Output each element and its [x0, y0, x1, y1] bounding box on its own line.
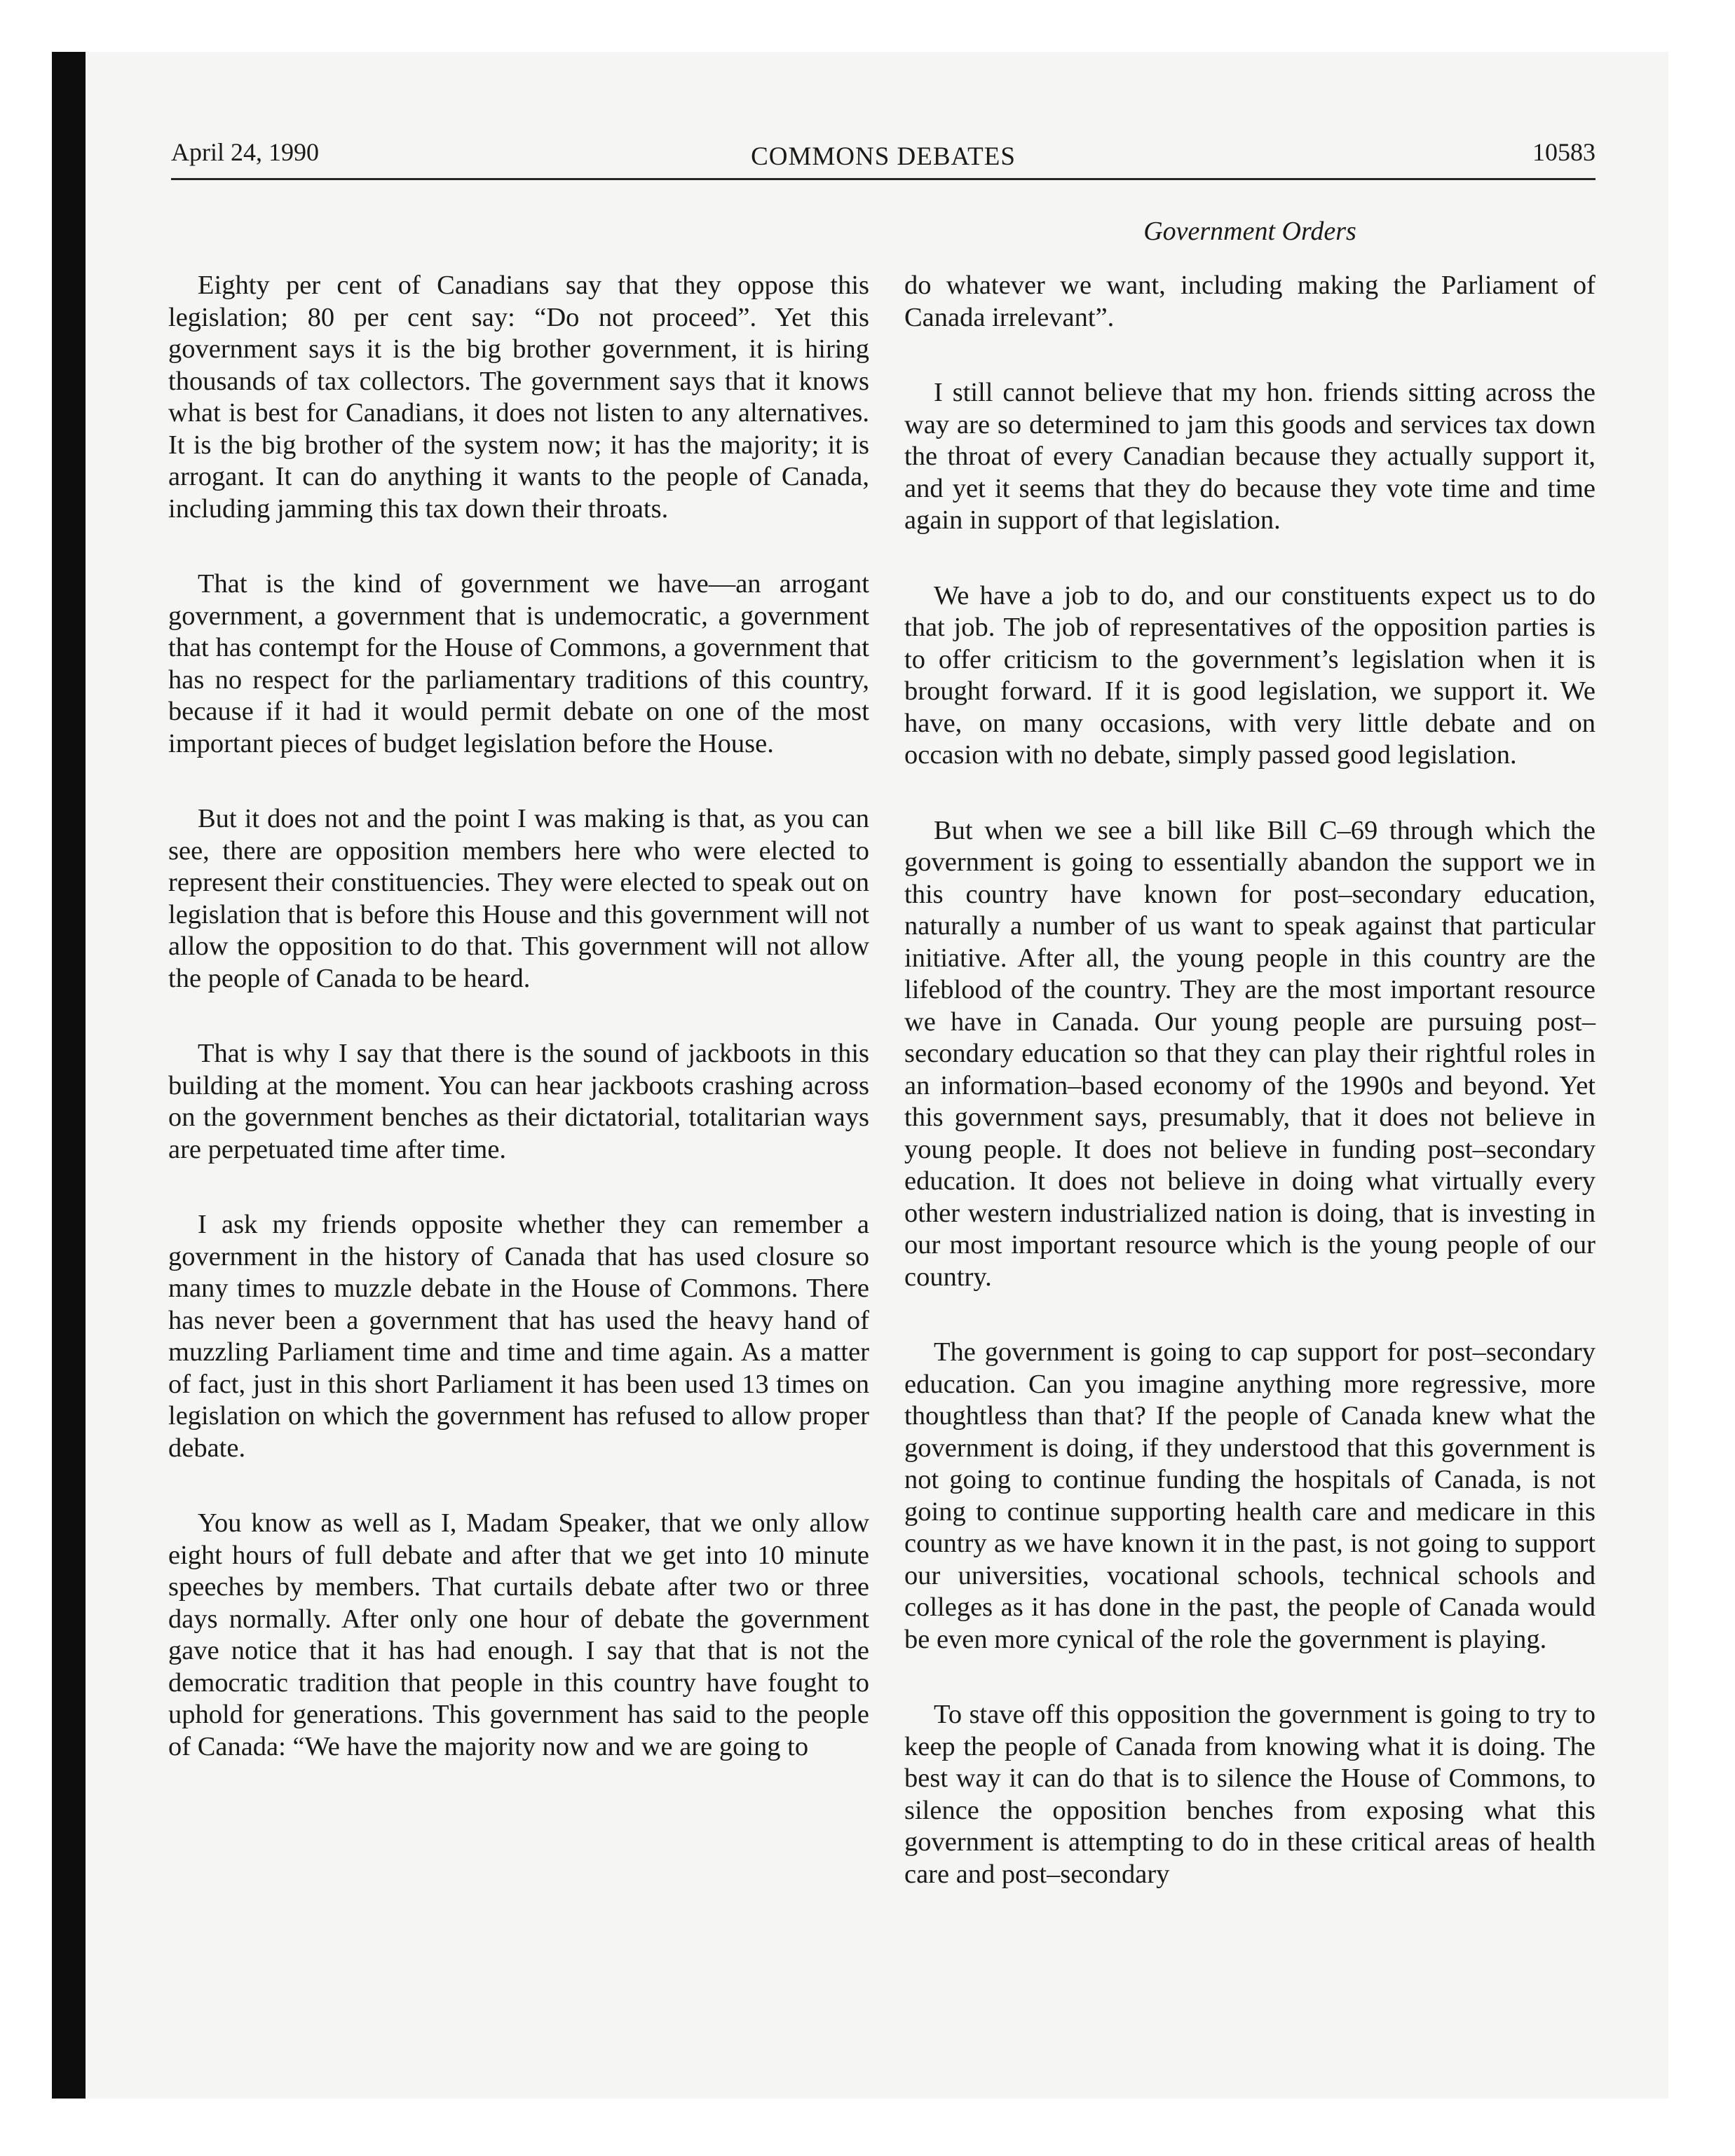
continued-paragraph: do whatever we want, including making the Parliament of Canada irrelevant”.: [904, 271, 1595, 332]
paragraph: Eighty per cent of Canadians say that they oppose this legislation; 80 per cent say: “Do not proceed”. Yet this government says it is the big brother government, it is hiring thousands of tax collectors. The government says that it knows what is best for Canadians, it does not listen to any alternatives. It is the big brother of the system now; it has the majority; it is arrogant. It can do anything it wants to the people of Canada, including jamming this tax down their throats.: [168, 271, 869, 524]
header-rule: [171, 178, 1595, 180]
paragraph: But it does not and the point I was making is that, as you can see, there are opposition members here who were elected to represent their constituencies. They were elected to speak out on legislation that is before this House and this government will not allow the opposition to do that. This government will not allow the people of Canada to be heard.: [168, 804, 869, 993]
paragraph: I still cannot believe that my hon. friends sitting across the way are so determined to jam this goods and services tax down the throat of every Canadian because they actually support it, and yet it seems that they do because they vote time and time again in support of that legislation.: [904, 378, 1595, 535]
paragraph: That is the kind of government we have—an arrogant government, a government that is undemocratic, a government that has contempt for the House of Commons, a government that has no respect for the parliamentary traditions of this country, because if it had it would permit debate on one of the most important pieces of budget legislation before the House.: [168, 569, 869, 758]
paragraph: We have a job to do, and our constituents expect us to do that job. The job of representatives of the opposition parties is to offer criticism to the government’s legislation when it is brought forward. If it is good legislation, we support it. We have, on many occasions, with very little debate and on occasion with no debate, simply passed good legislation.: [904, 580, 1595, 770]
right-column: [904, 270, 1595, 1934]
paragraph: I ask my friends opposite whether they can remember a government in the history of Canada that has used closure so many times to muzzle debate in the House of Commons. There has never been a government that has used the heavy hand of muzzling Parliament time and time and time again. As a matter of fact, just in this short Parliament it has been used 13 times on legislation on which the government has refused to allow proper debate.: [168, 1210, 869, 1463]
left-column: [168, 270, 869, 1806]
binding-shadow: [52, 52, 86, 2099]
paragraph: You know as well as I, Madam Speaker, that we only allow eight hours of full debate and after that we get into 10 minute speeches by members. That curtails debate after two or three days normally. After only one hour of debate the government gave notice that it has had enough. I say that that is not the democratic tradition that people in this country have fought to uphold for generations. This government has said to the people of Canada: “We have the majority now and we are going to: [168, 1508, 869, 1761]
paragraph: To stave off this opposition the government is going to try to keep the people of Canada from knowing what it is doing. The best way it can do that is to silence the House of Commons, to silence the opposition benches from exposing what this government is attempting to do in these critical areas of health care and post–secondary: [904, 1700, 1595, 1889]
section-label: Government Orders: [1143, 217, 1356, 246]
paragraph: That is why I say that there is the sound of jackboots in this building at the moment. You can hear jackboots crashing across on the government benches as their dictatorial, totalitarian ways are perpetuated time after time.: [168, 1039, 869, 1164]
header-date: April 24, 1990: [171, 138, 319, 166]
paragraph: But when we see a bill like Bill C–69 through which the government is going to essentially abandon the support we in this country have known for post–secondary education, naturally a number of us want to speak against that particular initiative. After all, the young people in this country are the lifeblood of the country. They are the most important resource we have in Canada. Our young people are pursuing post–secondary education so that they can play their rightful roles in an information–based economy of the 1990s and beyond. Yet this government says, presumably, that it does not believe in young people. It does not believe in funding post–secondary education. It does not believe in doing what virtually every other western industrialized nation is doing, that is investing in our most important resource which is the young people of our country.: [904, 815, 1595, 1292]
header-journal-title: COMMONS DEBATES: [751, 142, 1016, 171]
paragraph: The government is going to cap support for post–secondary education. Can you imagine anything more regressive, more thoughtless than that? If the people of Canada knew what the government is doing, if they understood that this government is not going to continue funding the hospitals of Canada, is not going to continue supporting health care and medicare in this country as we have known it in the past, is not going to support our universities, vocational schools, technical schools and colleges as it has done in the past, the people of Canada would be even more cynical of the role the government is playing.: [904, 1337, 1595, 1654]
header-page-number: 10583: [1532, 138, 1595, 166]
page-header: [171, 132, 1595, 181]
